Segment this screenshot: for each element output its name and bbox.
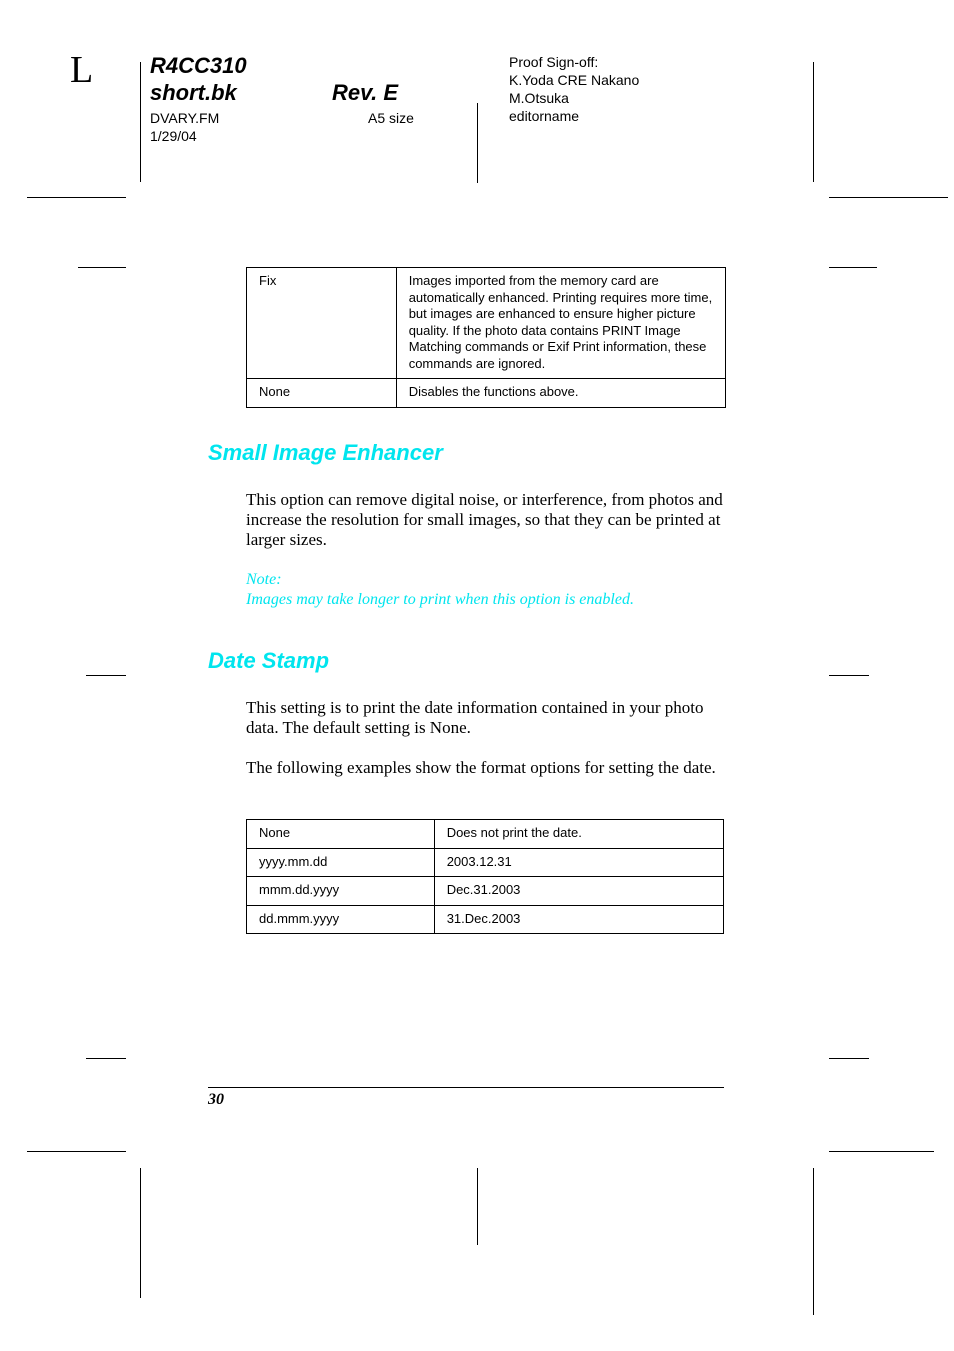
description-cell: Disables the functions above. <box>396 379 725 408</box>
format-cell: mmm.dd.yyyy <box>247 877 435 906</box>
proof-line: Proof Sign-off: <box>509 54 599 70</box>
option-cell: None <box>247 379 397 408</box>
crop-mark <box>813 1168 814 1315</box>
table-row <box>247 379 726 408</box>
crop-mark <box>86 1058 126 1059</box>
note-label: Note: <box>246 571 282 588</box>
crop-mark <box>27 197 126 198</box>
page-number: 30 <box>208 1091 224 1108</box>
note-text: Images may take longer to print when this option is enabled. <box>246 591 634 608</box>
section-heading-date-stamp: Date Stamp <box>208 648 330 673</box>
format-cell: dd.mmm.yyyy <box>247 905 435 934</box>
date-stamp-paragraph-2: The following examples show the format options for setting the date. <box>246 758 716 777</box>
format-cell: yyyy.mm.dd <box>247 848 435 877</box>
crop-mark <box>813 62 814 182</box>
corner-letter: L <box>70 49 94 91</box>
example-cell: 31.Dec.2003 <box>434 905 723 934</box>
crop-mark <box>829 1151 934 1152</box>
small-image-enhancer-body: This option can remove digital noise, or interference, from photos and increase the resolution for small images, so that they can be printed at larger sizes. <box>246 490 723 549</box>
table-row <box>247 268 726 379</box>
table-row <box>247 877 724 906</box>
option-cell: Fix <box>247 268 397 379</box>
example-cell: 2003.12.31 <box>434 848 723 877</box>
crop-mark <box>477 1168 478 1245</box>
section-heading-small-image-enhancer: Small Image Enhancer <box>208 440 443 465</box>
footer-rule <box>208 1087 724 1088</box>
crop-mark <box>86 675 126 676</box>
table-row <box>247 905 724 934</box>
crop-mark <box>829 1058 869 1059</box>
crop-mark <box>78 267 126 268</box>
example-cell: Dec.31.2003 <box>434 877 723 906</box>
crop-mark <box>27 1151 126 1152</box>
table-row <box>247 820 724 849</box>
paper-size: A5 size <box>368 110 414 126</box>
crop-mark <box>829 267 877 268</box>
date-format-table <box>246 819 724 934</box>
date-stamp-paragraph-1: This setting is to print the date information contained in your photo data. The default setting is None. <box>246 698 704 737</box>
revision-label: Rev. E <box>332 80 399 105</box>
crop-mark <box>829 197 948 198</box>
proof-line: K.Yoda CRE Nakano <box>509 72 640 88</box>
proof-signoff <box>509 53 639 125</box>
proof-line: M.Otsuka <box>509 90 569 106</box>
enhance-options-table <box>246 267 726 408</box>
crop-mark <box>477 103 478 183</box>
example-cell: Does not print the date. <box>434 820 723 849</box>
doc-title-line2: short.bk <box>150 80 237 105</box>
format-cell: None <box>247 820 435 849</box>
description-cell: Images imported from the memory card are automatically enhanced. Printing requires more time, but images are enhanced to ensure higher picture quality. If the photo data contains PRINT Image Matching commands or Exif Print information, these commands are ignored. <box>396 268 725 379</box>
file-name: DVARY.FM <box>150 110 220 126</box>
table-row <box>247 848 724 877</box>
doc-title-line1: R4CC310 <box>150 53 247 78</box>
proof-line: editorname <box>509 108 580 124</box>
header-date: 1/29/04 <box>150 128 197 144</box>
crop-mark <box>829 675 869 676</box>
crop-mark <box>140 62 141 182</box>
crop-mark <box>140 1168 141 1298</box>
